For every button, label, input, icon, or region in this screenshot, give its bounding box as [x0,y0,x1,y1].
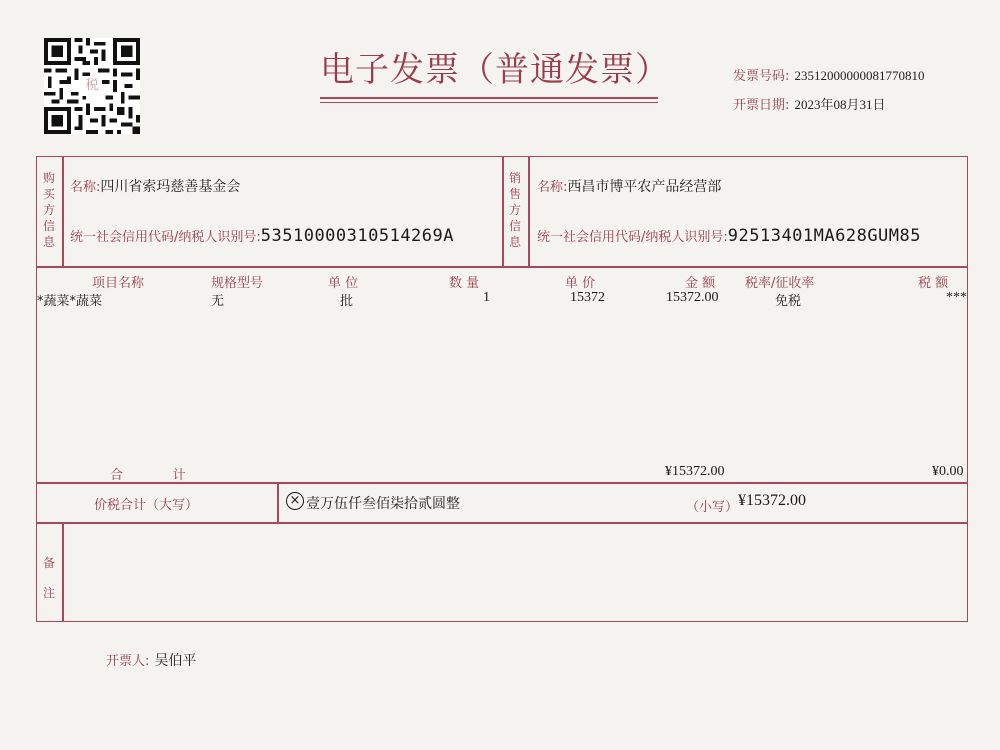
buyer-side-label: 购 买 方 信 息 [42,171,55,249]
buyer-name-row [70,176,240,196]
party-divider [36,266,968,268]
grand-total-label: 价税合计（大写） [94,498,199,513]
invoice-date-row [733,94,886,113]
col-spec: 规格型号 [211,276,264,291]
grand-total-upper: 壹万伍仟叁佰柒拾贰圆整 [306,496,460,512]
invoice-number-label: 发票号码: [733,69,790,84]
buyer-tax-id: 53510000310514269A [260,226,454,246]
col-unit: 单 位 [328,276,359,291]
grand-total-lower-label: （小写） [686,500,739,515]
buyer-tax-id-label: 统一社会信用代码/纳税人识别号: [70,230,261,245]
col-item: 项目名称 [92,276,145,291]
invoice-number-row [733,65,924,84]
invoice-number: 23512000000081770810 [794,68,925,83]
col-amount: 金 额 [685,276,716,291]
issuer-name: 吴伯平 [154,653,197,669]
item-name: *蔬菜*蔬菜 [37,294,103,309]
col-tax: 税 额 [918,276,949,291]
item-qty: 1 [483,290,490,305]
item-price: 15372 [570,290,605,305]
title-underline-thin [320,102,658,103]
grand-total-divider [36,522,968,524]
title-underline [320,97,658,99]
party-center-divider [502,156,504,266]
seller-side-label: 销 售 方 信 息 [508,171,521,249]
total-label: 合 计 [110,468,186,483]
issuer-row [106,650,196,670]
total-amount: ¥15372.00 [665,464,725,479]
buyer-side-divider [62,156,64,266]
col-price: 单 价 [565,276,596,291]
grand-total-lower: ¥15372.00 [738,492,806,509]
seller-side-divider [528,156,530,266]
item-unit: 批 [340,294,354,309]
item-tax: *** [946,290,967,305]
issuer-label: 开票人: [106,654,150,669]
total-tax: ¥0.00 [932,464,964,479]
buyer-name: 四川省索玛慈善基金会 [100,179,241,195]
seller-tax-id: 92513401MA628GUM85 [727,226,921,246]
seller-name-row [537,176,721,196]
invoice-date-label: 开票日期: [733,98,790,113]
buyer-name-label: 名称: [70,180,101,195]
item-rate: 免税 [775,294,802,309]
circle-x-icon: × [286,492,304,510]
invoice-date: 2023年08月31日 [794,97,886,112]
invoice-title: 电子发票（普通发票） [320,50,670,90]
seller-tax-id-label: 统一社会信用代码/纳税人识别号: [537,230,728,245]
buyer-tax-id-row [70,226,454,246]
remarks-side-divider [62,522,64,622]
item-spec: 无 [211,294,225,309]
col-qty: 数 量 [449,276,480,291]
col-rate: 税率/征收率 [745,276,815,291]
seller-tax-id-row [537,226,921,246]
grand-total-col-divider [277,482,279,522]
item-amount: 15372.00 [666,290,719,305]
qr-tax-seal: 税 [82,76,102,96]
seller-name: 西昌市博平农产品经营部 [567,179,722,195]
seller-name-label: 名称: [537,180,568,195]
remarks-side-label: 备 注 [42,556,55,600]
